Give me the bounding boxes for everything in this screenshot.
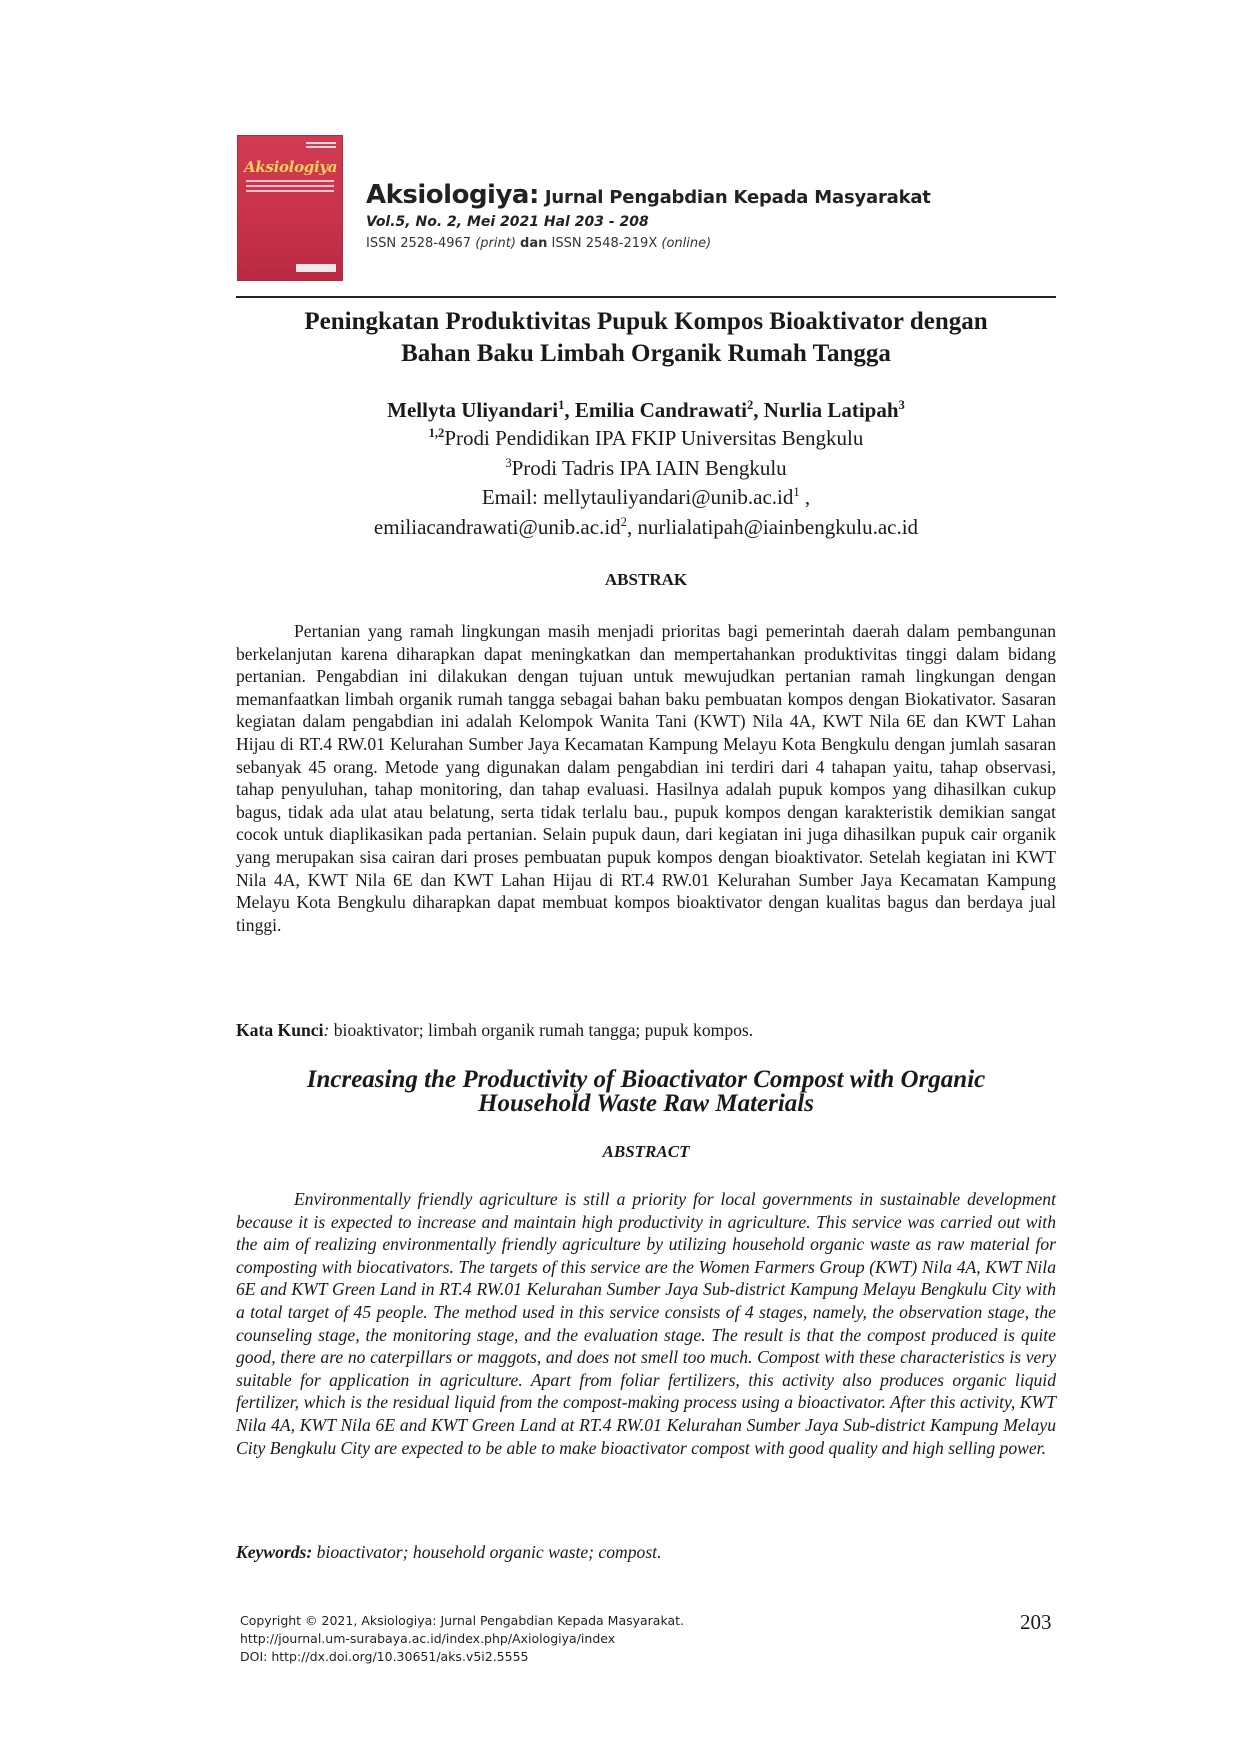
abstract-heading: ABSTRACT [602,1142,690,1161]
paper-title-line2: Bahan Baku Limbah Organik Rumah Tangga [401,340,891,367]
author-2: Emilia Candrawati [574,398,747,422]
author-3-sup: 3 [898,398,905,412]
abstract-body: Environmentally friendly agriculture is still a priority for local governments in sustainable development because it is expected to increase and maintain high productivity in agriculture. This service was carried out with the aim of realizing environmentally friendly agriculture by utilizing household organic waste as raw material for composting with biocativators. The targets of this service are the Women Farmers Group (KWT) Nila 4A, KWT Nila 6E and KWT Green Land in RT.4 RW.01 Kelurahan Sumber Jaya Sub-district Kampung Melayu Bengkulu City with a total target of 45 people. The method used in this service consists of 4 stages, namely, the observation stage, the counseling stage, the monitoring stage, and the evaluation stage. The result is that the compost produced is quite good, there are no caterpillars or maggots, and does not smell too much. Compost with these characteristics is very suitable for application in agriculture. Apart from foliar fertilizers, this activity also produces organic liquid fertilizer, which is the residual liquid from the compost-making process using a bioactivator. After this activity, KWT Nila 4A, KWT Nila 6E and KWT Green Land at RT.4 RW.01 Kelurahan Sumber Jaya Sub-district Kampung Melayu City Bengkulu City are expected to be able to make bioactivator compost with good quality and high selling power. [236,1189,1056,1458]
author-1-sup: 1 [558,398,565,412]
journal-issn [366,236,711,251]
email-2-sup: 2 [620,515,627,529]
affiliation-2 [236,456,1056,481]
cover-footer [242,264,338,274]
kata-kunci-colon: : [323,1020,330,1040]
email-3[interactable]: , nurlialatipah@iainbengkulu.ac.id [626,515,919,539]
email-2[interactable]: emiliacandrawati@unib.ac.id [373,515,621,539]
email-line-2 [236,515,1056,540]
keywords [236,1542,1056,1563]
email-line-1 [236,485,1056,510]
keywords-text: bioactivator; household organic waste; compost. [312,1542,662,1562]
author-1: Mellyta Uliyandari [387,398,559,422]
issn-online: ISSN 2548-219X [551,236,658,251]
author-list: Mellyta Uliyandari$^1$, Emilia Candrawati$^2$, Nurlia Latipah$^3$ [387,398,905,422]
affiliation-1-text: Prodi Pendidikan IPA FKIP Universitas Bengkulu [444,426,864,450]
abstrak-heading: ABSTRAK [604,570,688,589]
footer-doi[interactable]: DOI: http://dx.doi.org/10.30651/aks.v5i2.5555 [240,1649,529,1664]
journal-title [366,180,931,210]
header-divider [236,296,1056,298]
journal-subtitle: Jurnal Pengabdian Kepada Masyarakat [538,187,931,208]
cover-title: Aksiologiya [244,158,338,176]
cover-top-text [306,142,336,148]
english-title-line1: Increasing the Productivity of Bioactivator Compost with Organic [306,1066,986,1093]
page-number: 203 [1020,1610,1052,1634]
english-title-line2: Household Waste Raw Materials [478,1090,814,1117]
cover-badge [296,264,336,272]
affiliation-2-sup: 3 [505,456,512,470]
email-1[interactable]: mellytauliyandari@unib.ac.id [543,485,794,509]
journal-name: Aksiologiya: [366,180,539,210]
abstrak-body: Pertanian yang ramah lingkungan masih menjadi prioritas bagi pemerintah daerah dalam pembangunan berkelanjutan karena diharapkan dapat meningkatkan dan mempertahankan produktivitas tinggi dalam bidang pertanian. Pengabdian ini dilakukan dengan tujuan untuk mewujudkan pertanian ramah lingkungan dengan memanfaatkan limbah organik rumah tangga sebagai bahan baku pembuatan kompos dengan Biokativator. Sasaran kegiatan dalam pengabdian ini adalah Kelompok Wanita Tani (KWT) Nila 4A, KWT Nila 6E dan KWT Lahan Hijau di RT.4 RW.01 Kelurahan Sumber Jaya Kecamatan Kampung Melayu Kota Bengkulu dengan jumlah sasaran sebanyak 45 orang. Metode yang digunakan dalam pengabdian ini terdiri dari 4 tahapan yaitu, tahap observasi, tahap penyuluhan, tahap monitoring, dan tahap evaluasi. Hasilnya adalah pupuk kompos yang dihasilkan cukup bagus, tidak ada ulat atau belatung, serta tidak terlalu bau., pupuk kompos dengan karakteristik demikian sangat cocok untuk diaplikasikan pada pertanian. Selain pupuk daun, dari kegiatan ini juga dihasilkan pupuk cair organik yang merupakan sisa cairan dari proses pembuatan pupuk kompos dengan bioaktivator. Setelah kegiatan ini KWT Nila 4A, KWT Nila 6E dan KWT Lahan Hijau di RT.4 RW.01 Kelurahan Sumber Jaya Kecamatan Kampung Melayu Kota Bengkulu diharapkan dapat membuat kompos bioaktivator dengan kualitas bagus dan berdaya jual tinggi. [236,621,1056,935]
affiliation-1 [236,426,1056,451]
affiliation-1-sup: 1,2 [428,426,445,440]
author-3: Nurlia Latipah [763,398,899,422]
paper-title-line1: Peningkatan Produktivitas Pupuk Kompos Bioaktivator dengan [304,308,988,335]
footer-info [240,1612,684,1666]
email-separator: , [799,485,811,509]
affiliation-2-text: Prodi Tadris IPA IAIN Bengkulu [511,456,787,480]
email-1-sup: 1 [793,485,800,499]
kata-kunci [236,1020,1056,1041]
kata-kunci-label: Kata Kunci [236,1020,324,1040]
english-title [236,1068,1056,1116]
footer-copyright: Copyright © 2021, Aksiologiya: Jurnal Pengabdian Kepada Masyarakat. [240,1613,685,1628]
issn-and: dan [520,236,548,251]
author-2-sup: 2 [746,398,754,412]
issn-print-label: (print) [475,236,516,251]
journal-cover-image [238,136,342,280]
email-label: Email: [481,485,544,509]
issn-online-label: (online) [661,236,712,251]
footer-url[interactable]: http://journal.um-surabaya.ac.id/index.php/Axiologiya/index [240,1631,616,1646]
kata-kunci-text: bioaktivator; limbah organik rumah tangga; pupuk kompos. [329,1020,754,1040]
keywords-label: Keywords: [236,1542,313,1562]
journal-volume: Vol.5, No. 2, Mei 2021 Hal 203 - 208 [366,214,649,230]
issn-print: ISSN 2528-4967 [366,236,472,251]
cover-subtitle-lines [246,180,334,192]
paper-title [236,306,1056,370]
